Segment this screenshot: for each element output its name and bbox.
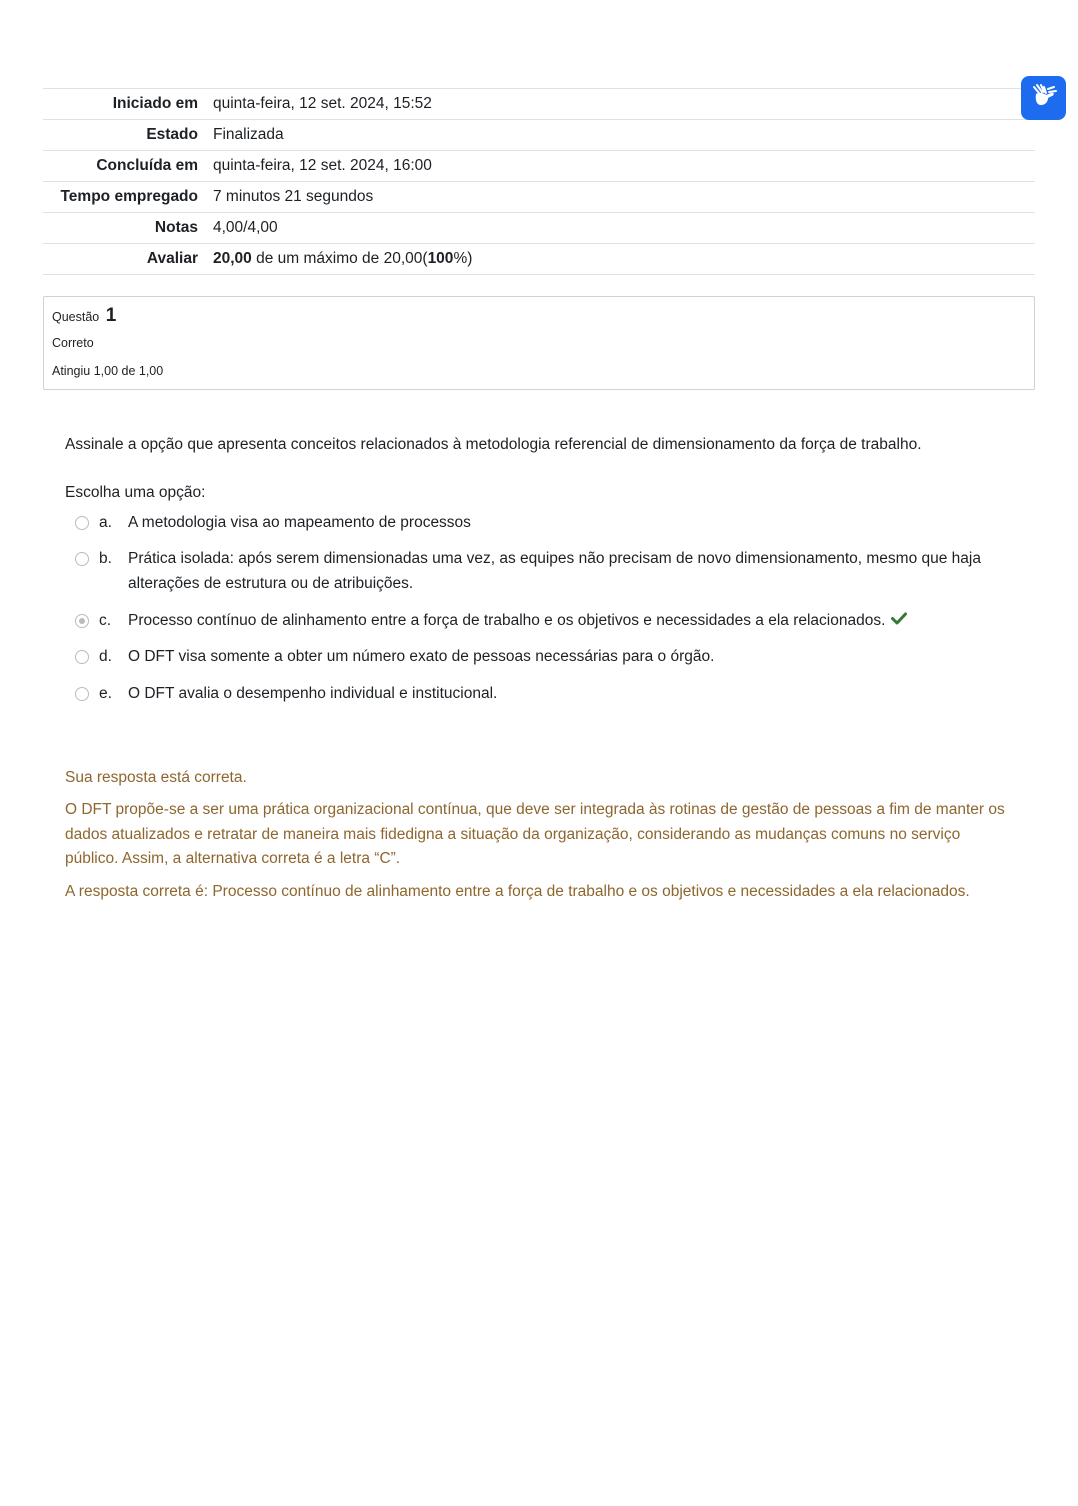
time-taken-label: Tempo empregado [43,182,213,213]
attempt-summary-table [43,88,1035,275]
grade-score: 20,00 [213,250,252,267]
check-icon [891,608,907,633]
option-c[interactable] [65,608,1005,633]
option-e-radio[interactable] [75,687,89,701]
option-b-text: Prática isolada: após serem dimensionadas uma vez, as equipes não precisam de novo dimensionamento, mesmo que haja alterações de estrutura ou de atribuições. [128,550,981,592]
option-c-content [128,608,1005,633]
question-text: Assinale a opção que apresenta conceitos relacionados à metodologia referencial de dimensionamento da força de trabalho. [65,436,922,453]
state-label: Estado [43,120,213,151]
accessibility-button[interactable] [1021,76,1066,120]
grade-suffix: %) [453,250,473,267]
time-taken-value: 7 minutos 21 segundos [213,182,1035,213]
question-number-value: 1 [105,305,117,326]
option-c-radio[interactable] [75,614,89,628]
option-e[interactable] [65,681,1005,706]
answer-prompt: Escolha uma opção: [65,484,206,501]
marks-label: Notas [43,213,213,244]
question-label: Questão [52,310,100,324]
option-a-text: A metodologia visa ao mapeamento de processos [128,514,471,531]
started-label: Iniciado em [43,89,213,120]
sign-language-icon [1030,83,1058,114]
option-b[interactable] [65,546,1005,596]
completed-label: Concluída em [43,151,213,182]
question-number [52,305,116,327]
option-a[interactable] [65,510,1005,535]
feedback-general: O DFT propõe-se a ser uma prática organizacional contínua, que deve ser integrada às rotinas de gestão de pessoas a fim de manter os dados atualizados e retratar de maneira mais fidedigna a situação da organização, considerando as mudanças comuns no serviço público. Assim, a alternativa correta é a letra “C”. [65,801,1005,867]
completed-value: quinta-feira, 12 set. 2024, 16:00 [213,151,1035,182]
option-d-radio[interactable] [75,650,89,664]
summary-row-grade [43,244,1035,275]
option-d[interactable] [65,644,1005,669]
summary-row-started [43,89,1035,120]
feedback-status: Sua resposta está correta. [65,769,247,786]
grade-value [213,244,1035,275]
grade-percent: 100 [427,250,454,267]
question-state: Correto [52,336,94,350]
option-e-letter: e. [99,685,112,702]
option-b-letter: b. [99,550,112,567]
option-c-letter: c. [99,612,112,629]
marks-value: 4,00/4,00 [213,213,1035,244]
summary-row-time-taken [43,182,1035,213]
option-d-letter: d. [99,648,112,665]
summary-row-marks [43,213,1035,244]
question-mark: Atingiu 1,00 de 1,00 [52,364,164,378]
feedback-right-answer: A resposta correta é: Processo contínuo de alinhamento entre a força de trabalho e os objetivos e necessidades a ela relacionados. [65,883,970,900]
summary-row-completed [43,151,1035,182]
grade-middle: de um máximo de 20,00( [251,250,428,267]
started-value: quinta-feira, 12 set. 2024, 15:52 [213,89,1035,120]
state-value: Finalizada [213,120,1035,151]
option-e-text: O DFT avalia o desempenho individual e institucional. [128,685,498,702]
option-a-letter: a. [99,514,112,531]
option-a-radio[interactable] [75,516,89,530]
grade-label: Avaliar [43,244,213,275]
option-d-text: O DFT visa somente a obter um número exato de pessoas necessárias para o órgão. [128,648,715,665]
question-info-box [43,296,1035,390]
option-b-radio[interactable] [75,552,89,566]
summary-row-state [43,120,1035,151]
option-c-text: Processo contínuo de alinhamento entre a força de trabalho e os objetivos e necessidades a ela relacionados. [128,612,886,629]
